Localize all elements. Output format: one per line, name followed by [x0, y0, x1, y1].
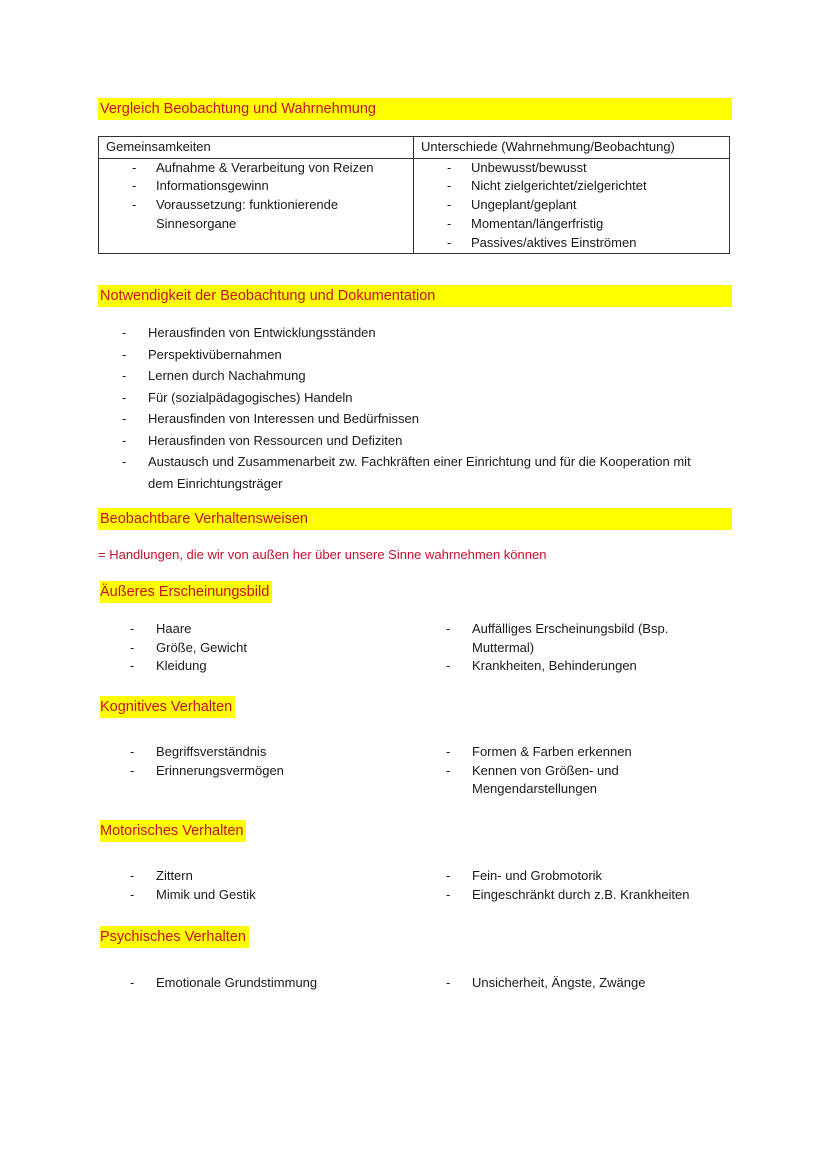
- similarities-list: [99, 159, 409, 234]
- list-item: - Perspektivübernahmen: [98, 344, 718, 366]
- heading-appearance-text: Äußeres Erscheinungsbild: [100, 581, 272, 603]
- heading-motor-text: Motorisches Verhalten: [100, 820, 246, 842]
- list-item: - Mimik und Gestik: [130, 886, 420, 905]
- similarities-cell: [99, 158, 414, 254]
- observable-definition: = Handlungen, die wir von außen her über unsere Sinne wahrnehmen können: [98, 547, 547, 562]
- heading-psychic: [98, 926, 251, 948]
- table-header-differences: Unterschiede (Wahrnehmung/Beobachtung): [414, 137, 730, 159]
- list-item: - Eingeschränkt durch z.B. Krankheiten: [446, 886, 716, 905]
- list-item: - Fein- und Grobmotorik: [446, 867, 716, 886]
- heading-cognitive-text: Kognitives Verhalten: [100, 696, 235, 718]
- heading-appearance: [98, 581, 274, 603]
- list-item: - Formen & Farben erkennen: [446, 743, 716, 762]
- heading-observable: [98, 508, 732, 530]
- necessity-list: [98, 322, 718, 494]
- heading-motor: [98, 820, 248, 842]
- list-item: - Unsicherheit, Ängste, Zwänge: [446, 974, 716, 993]
- list-item: - Lernen durch Nachahmung: [98, 365, 718, 387]
- list-item: - Herausfinden von Interessen und Bedürfnissen: [98, 408, 718, 430]
- list-item: - Größe, Gewicht: [130, 639, 420, 658]
- list-item: - Krankheiten, Behinderungen: [446, 657, 716, 676]
- list-item: - Auffälliges Erscheinungsbild (Bsp. Muttermal): [446, 620, 716, 657]
- comparison-table-body-row: [99, 158, 730, 254]
- list-item: - Erinnerungsvermögen: [130, 762, 420, 781]
- list-item: - Herausfinden von Ressourcen und Defiziten: [98, 430, 718, 452]
- list-item: - Für (sozialpädagogisches) Handeln: [98, 387, 718, 409]
- heading-necessity-text: Notwendigkeit der Beobachtung und Dokumentation: [100, 288, 436, 304]
- list-item: - Kleidung: [130, 657, 420, 676]
- cognitive-list-right: [446, 743, 716, 799]
- list-item: - Emotionale Grundstimmung: [130, 974, 420, 993]
- list-item: - Ungeplant/geplant: [414, 196, 725, 215]
- motor-list-right: [446, 867, 716, 904]
- list-item: - Informationsgewinn: [99, 177, 409, 196]
- heading-observable-text: Beobachtbare Verhaltensweisen: [100, 511, 308, 527]
- table-header-similarities: Gemeinsamkeiten: [99, 137, 414, 159]
- list-item: - Aufnahme & Verarbeitung von Reizen: [99, 159, 409, 178]
- list-item: - Unbewusst/bewusst: [414, 159, 725, 178]
- comparison-table: [98, 136, 730, 254]
- list-item: - Momentan/längerfristig: [414, 215, 725, 234]
- heading-cognitive: [98, 696, 237, 718]
- list-item: - Voraussetzung: funktionierende Sinnesorgane: [99, 196, 409, 233]
- list-item: - Austausch und Zusammenarbeit zw. Fachkräften einer Einrichtung und für die Kooperation mit dem Einrichtungsträger: [98, 451, 718, 494]
- heading-comparison: [98, 98, 732, 120]
- list-item: - Begriffsverständnis: [130, 743, 420, 762]
- list-item: - Haare: [130, 620, 420, 639]
- cognitive-list-left: [130, 743, 420, 780]
- appearance-list-left: [130, 620, 420, 676]
- motor-list-left: [130, 867, 420, 904]
- comparison-table-header-row: [99, 137, 730, 159]
- list-item: - Passives/aktives Einströmen: [414, 234, 725, 253]
- appearance-list-right: [446, 620, 716, 676]
- heading-comparison-text: Vergleich Beobachtung und Wahrnehmung: [100, 101, 376, 117]
- heading-necessity: [98, 285, 732, 307]
- list-item: - Kennen von Größen- und Mengendarstellungen: [446, 762, 716, 799]
- heading-psychic-text: Psychisches Verhalten: [100, 926, 249, 948]
- psychic-list-right: [446, 974, 716, 993]
- differences-list: [414, 159, 725, 253]
- psychic-list-left: [130, 974, 420, 993]
- list-item: - Nicht zielgerichtet/zielgerichtet: [414, 177, 725, 196]
- differences-cell: [414, 158, 730, 254]
- list-item: - Zittern: [130, 867, 420, 886]
- list-item: - Herausfinden von Entwicklungsständen: [98, 322, 718, 344]
